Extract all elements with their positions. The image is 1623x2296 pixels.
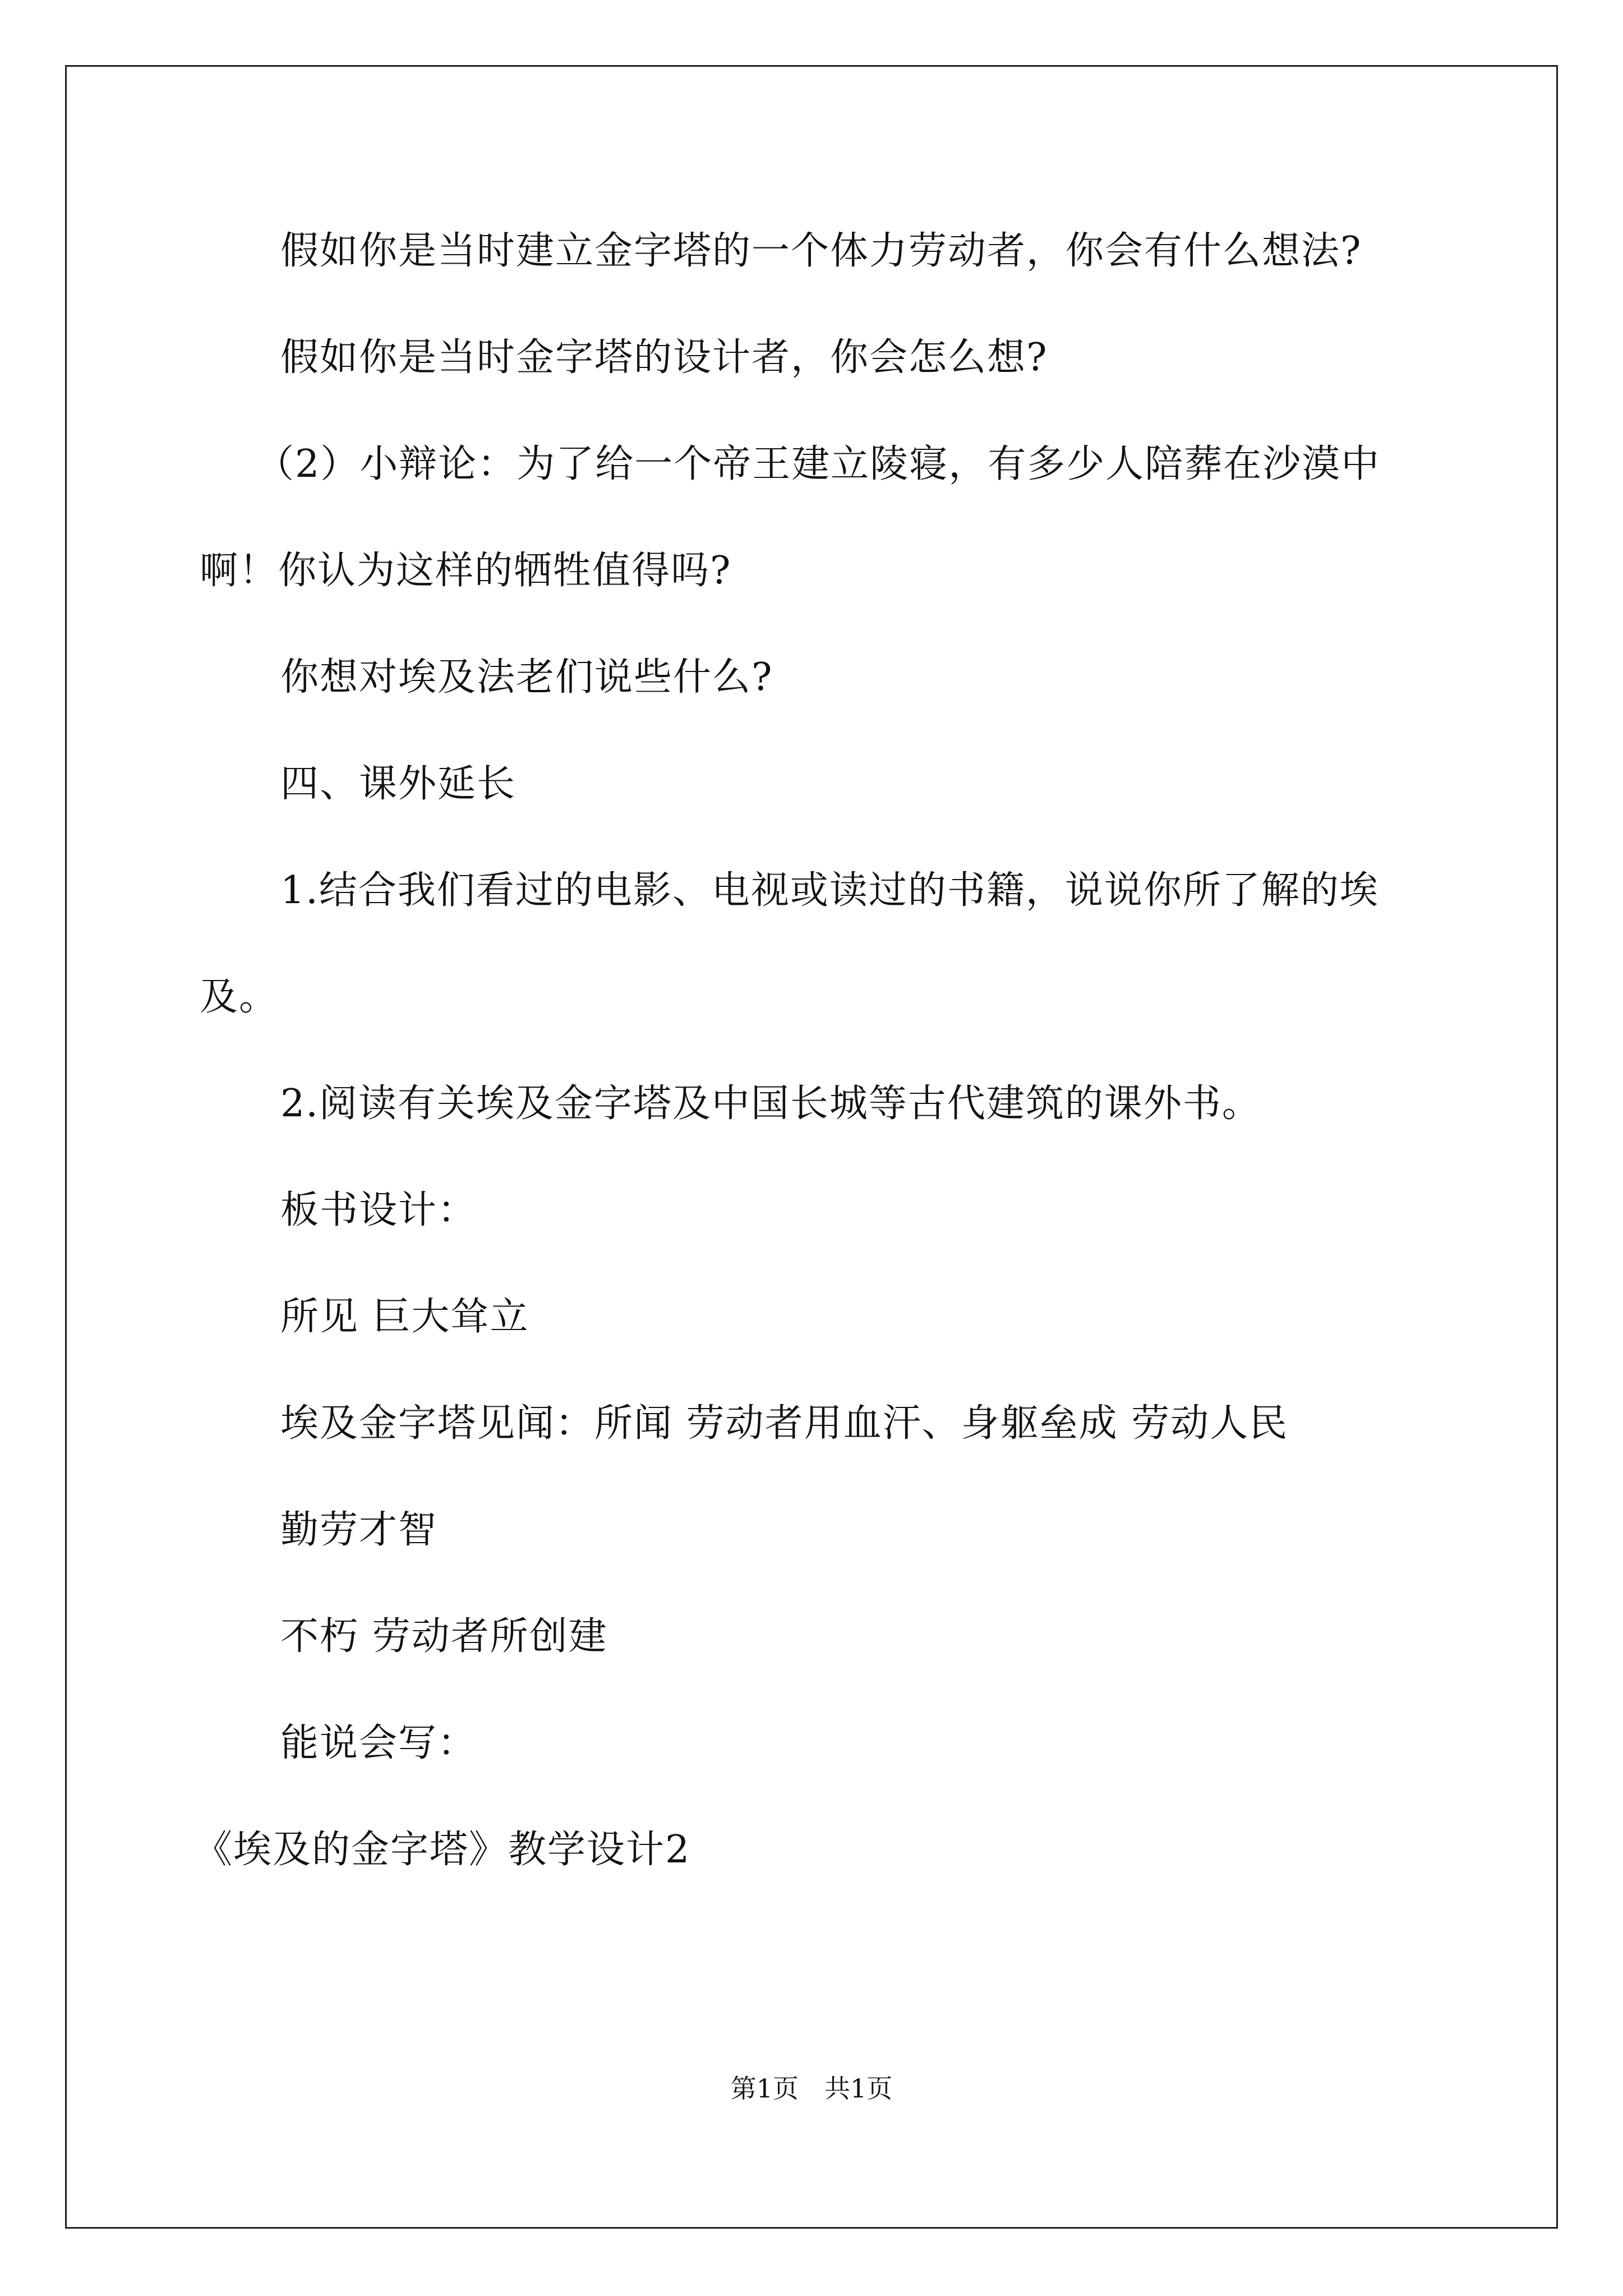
paragraph-designer-question: 假如你是当时金字塔的设计者，你会怎么想? [280,335,1048,380]
paragraph-speak-write: 能说会写： [280,1721,477,1765]
section-heading-extension: 四、课外延长 [280,762,517,806]
board-line-immortal: 不朽 劳动者所创建 [280,1614,608,1659]
board-design-heading: 板书设计： [280,1188,477,1232]
document-title-next: 《埃及的金字塔》教学设计2 [194,1828,691,1872]
list-item-2: 2.阅读有关埃及金字塔及中国长城等古代建筑的课外书。 [280,1082,1261,1126]
paragraph-debate-line2: 啊！你认为这样的牺牲值得吗? [200,549,732,593]
list-item-1-line2: 及。 [200,975,279,1019]
paragraph-pharaoh-question: 你想对埃及法老们说些什么? [280,655,773,700]
board-line-seen: 所见 巨大耸立 [280,1295,529,1339]
page-border [65,65,1558,2229]
board-line-wisdom: 勤劳才智 [280,1508,438,1552]
paragraph-debate-line1: （2）小辩论：为了给一个帝王建立陵寝，有多少人陪葬在沙漠中 [256,442,1381,486]
paragraph-laborer-question: 假如你是当时建立金字塔的一个体力劳动者，你会有什么想法? [280,229,1362,273]
list-item-1-line1: 1.结合我们看过的电影、电视或读过的书籍，说说你所了解的埃 [280,868,1379,913]
board-line-heard: 埃及金字塔见闻：所闻 劳动者用血汗、身躯垒成 劳动人民 [280,1401,1289,1446]
page-footer: 第1页 共1页 [730,2073,893,2104]
